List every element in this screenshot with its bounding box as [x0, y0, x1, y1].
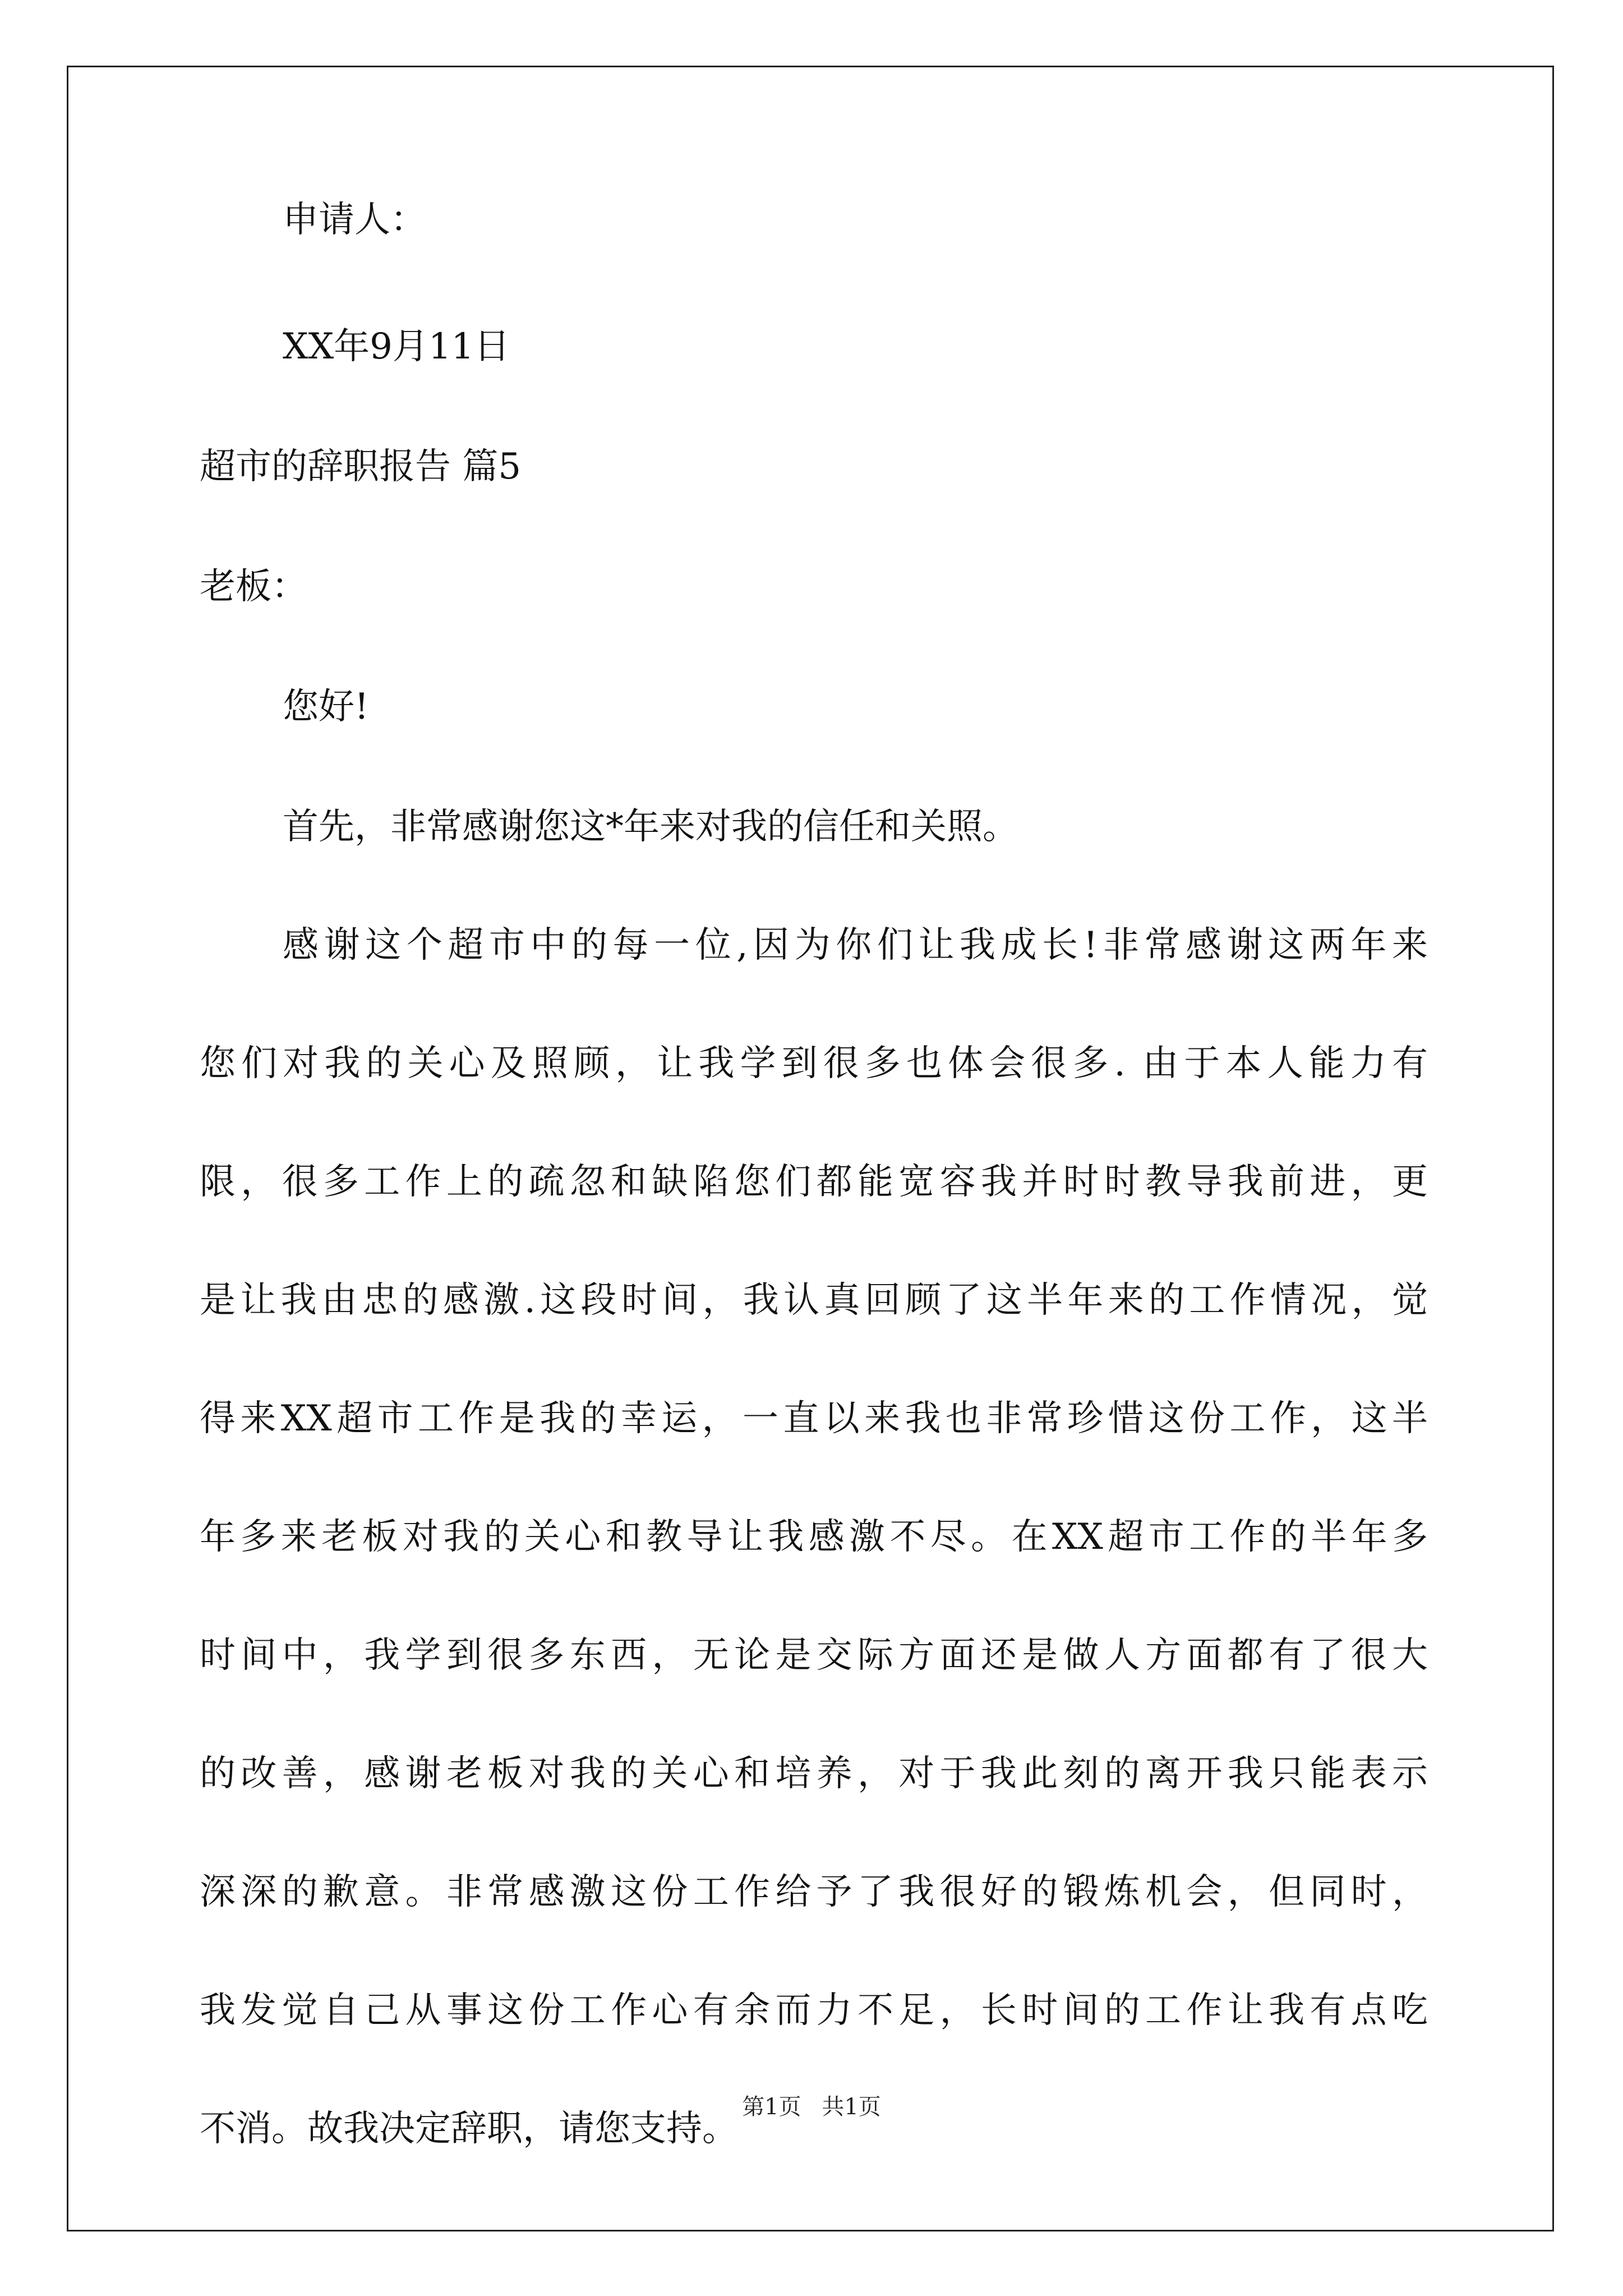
- section-title: 超市的辞职报告 篇5: [200, 446, 522, 487]
- paragraph-line: 得来XX超市工作是我的幸运，一直以来我也非常珍惜这份工作，这半: [200, 1398, 1428, 1439]
- paragraph-line: 时间中，我学到很多东西，无论是交际方面还是做人方面都有了很大: [200, 1635, 1428, 1676]
- paragraph-line: 我发觉自己从事这份工作心有余而力不足，长时间的工作让我有点吃: [200, 1990, 1428, 2031]
- paragraph-line: 的改善，感谢老板对我的关心和培养，对于我此刻的离开我只能表示: [200, 1753, 1428, 1795]
- greeting: 您好!: [283, 686, 369, 728]
- paragraph-line: 年多来老板对我的关心和教导让我感激不尽。在XX超市工作的半年多: [200, 1516, 1428, 1558]
- paragraph-line: 感谢这个超市中的每一位,因为你们让我成长!非常感谢这两年来: [283, 924, 1428, 966]
- paragraph-line: 深深的歉意。非常感激这份工作给予了我很好的锻炼机会，但同时，: [200, 1871, 1428, 1913]
- page-total: 共1页: [822, 2094, 881, 2120]
- page-number: 第1页: [742, 2094, 801, 2120]
- page-footer: [0, 2096, 1623, 2118]
- paragraph-line: 您们对我的关心及照顾，让我学到很多也体会很多. 由于本人能力有: [200, 1043, 1428, 1084]
- salutation: 老板：: [200, 566, 307, 608]
- paragraph-main: [200, 886, 1428, 2188]
- paragraph-line: 不消。故我决定辞职，请您支持。: [200, 2108, 738, 2150]
- letter-date: XX年9月11日: [283, 326, 510, 367]
- paragraph-line: 是让我由忠的感激.这段时间，我认真回顾了这半年来的工作情况，觉: [200, 1280, 1428, 1321]
- paragraph-line: 限，很多工作上的疏忽和缺陷您们都能宽容我并时时教导我前进，更: [200, 1161, 1428, 1203]
- paragraph-thanks: 首先，非常感谢您这*年来对我的信任和关照。: [283, 806, 1018, 848]
- applicant-label: 申请人：: [283, 199, 426, 241]
- document-body: [200, 199, 1428, 2188]
